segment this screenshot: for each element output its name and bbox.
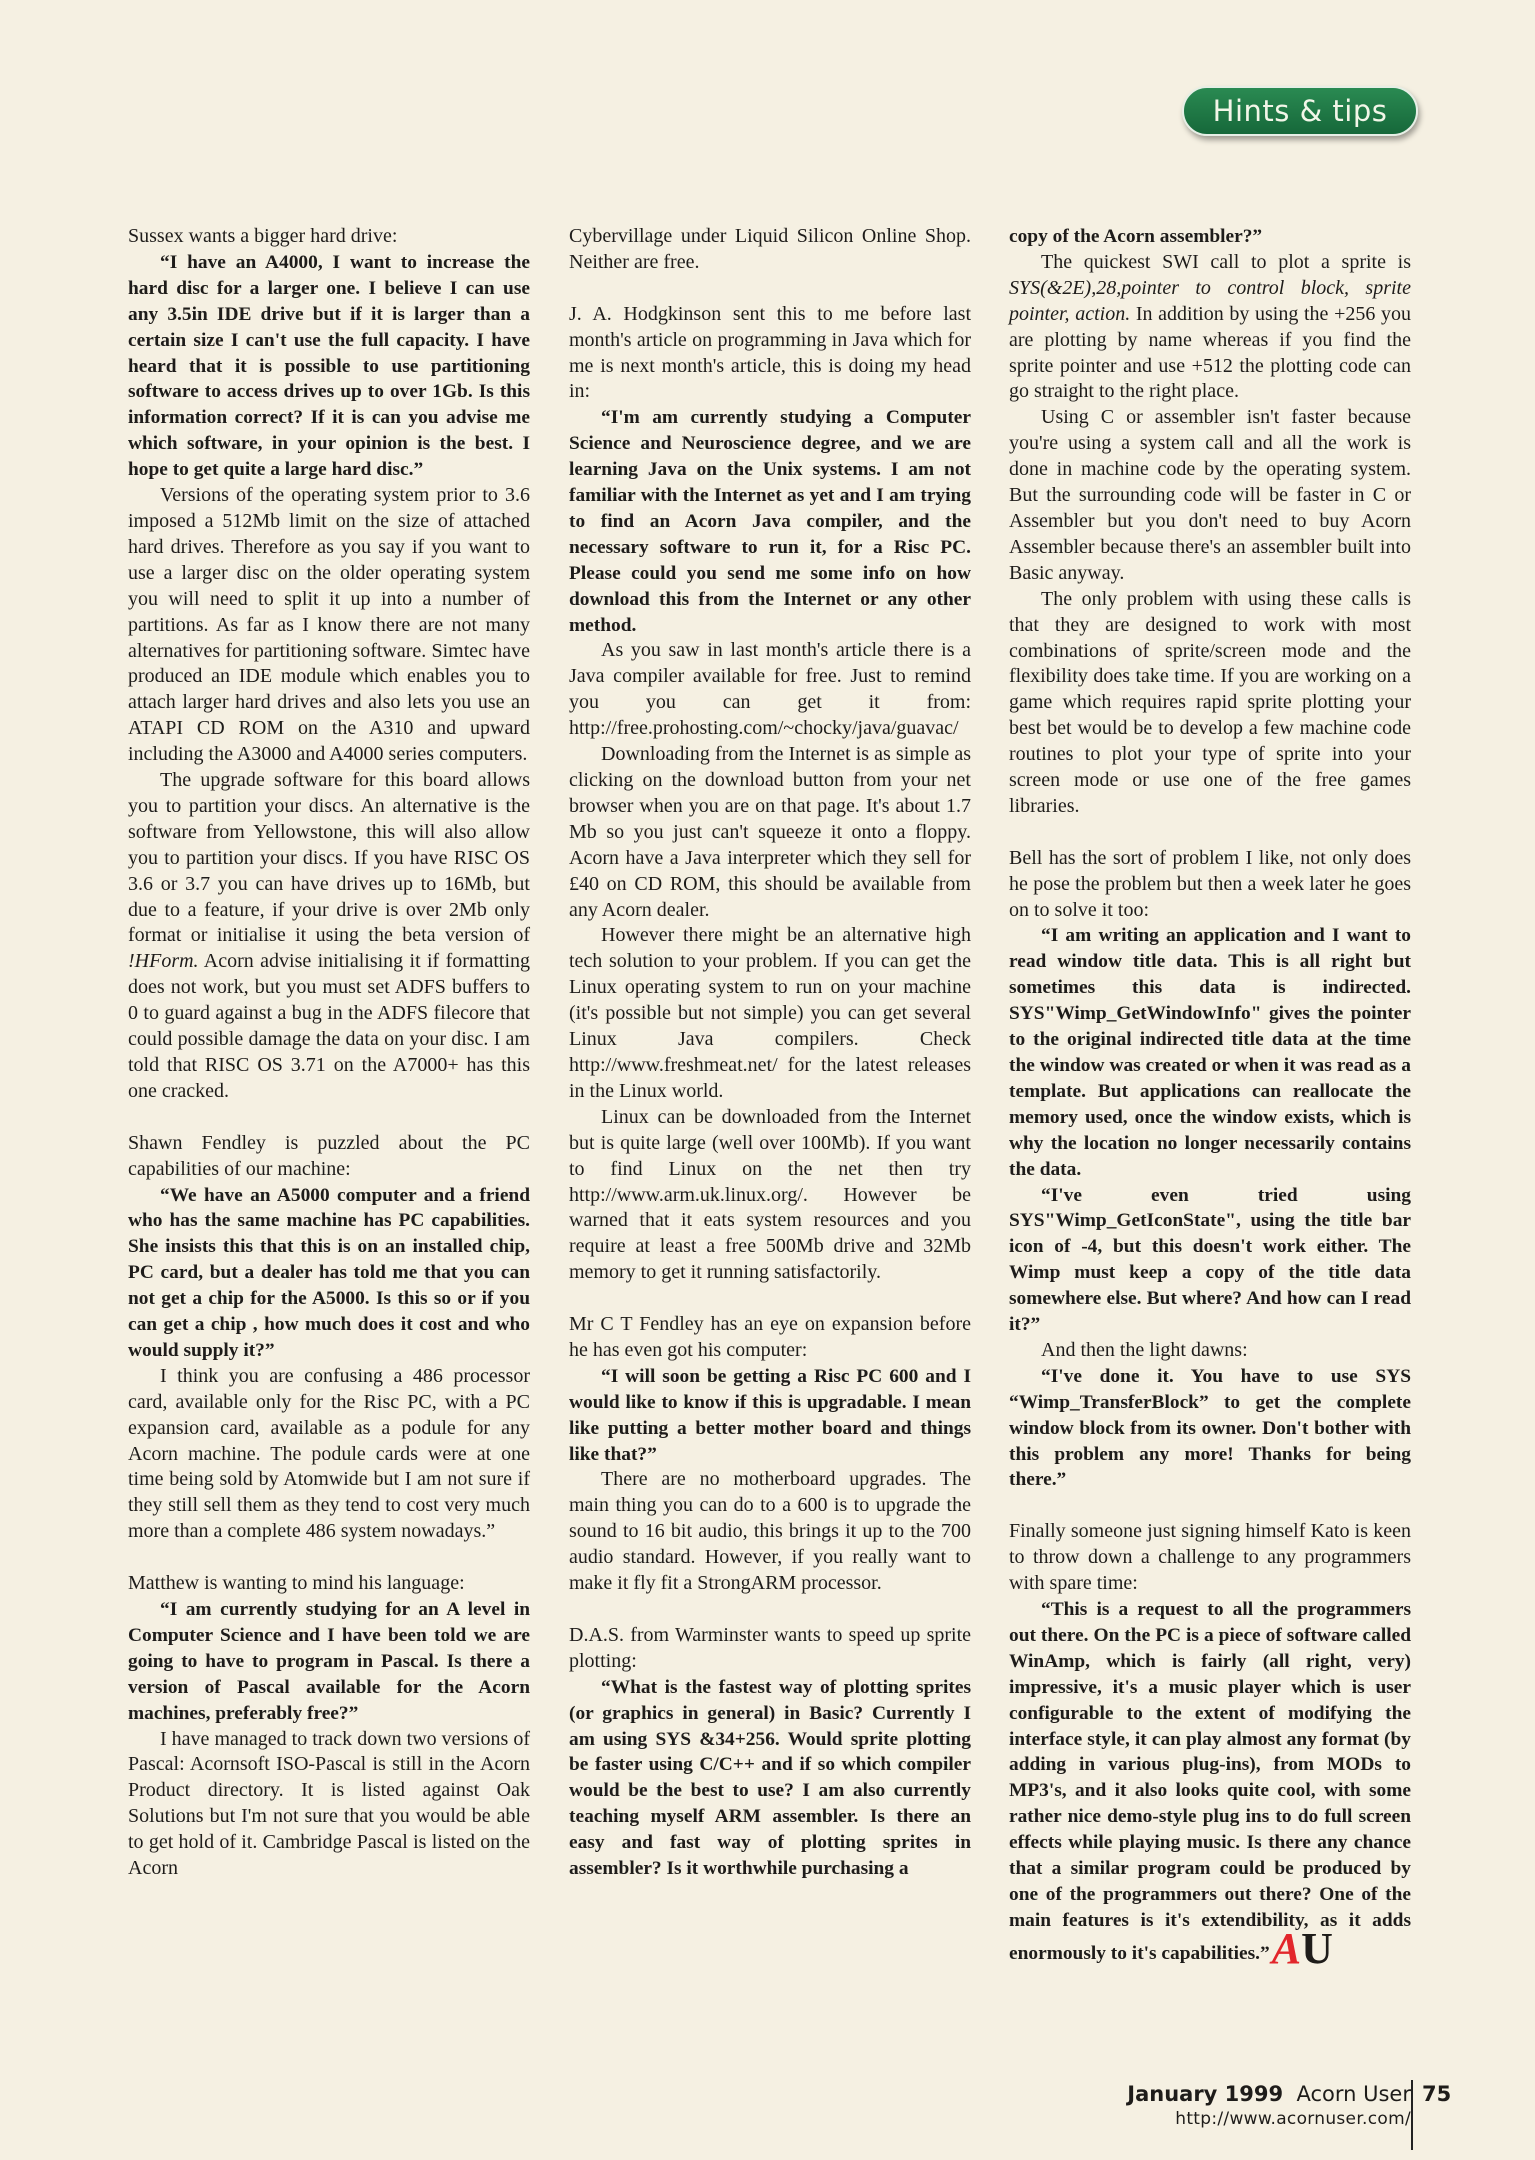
- text-run: In addition by using the +256 you are plotting by name whereas if you find the sprite pointer and use +512 the plotting code can go straight to the right place.: [1009, 302, 1412, 403]
- reader-letter-quote: [1009, 1597, 1411, 1973]
- text-run: Using C or assembler isn't faster because you're using a system call and all the work is done in machine code by the operating system. But the surrounding code will be faster in C or Assembler but you don't need to buy Acorn Assembler because there's an assembler built into Basic anyway.: [1009, 406, 1411, 584]
- text-run: Matthew is wanting to mind his language:: [128, 1572, 465, 1595]
- text-run: “What is the fastest way of plotting sprites (or graphics in general) in Basic? Currently I am using SYS &34+256. Would sprite plotting be faster using C/C++ and if so which compiler would be the best to use? I am also currently teaching myself ARM assembler. Is there an easy and fast way of plotting sprites in assembler? Is it worthwhile purchasing a: [569, 1676, 971, 1880]
- text-run: I think you are confusing a 486 processor card, available only for the Risc PC, with a PC expansion card, available as a podule for any Acorn machine. The podule cards were at one time being sold by Atomwide but I am not sure if they still sell them as they tend to cost very much more than a complete 486 system nowadays.”: [128, 1364, 530, 1543]
- reader-letter-quote: [1009, 1364, 1411, 1494]
- section-badge: [1182, 86, 1418, 136]
- letter-intro: [1009, 846, 1411, 924]
- answer-paragraph: [569, 638, 971, 742]
- text-run: Shawn Fendley is puzzled about the PC capabilities of our machine:: [128, 1131, 530, 1180]
- text-run: Acorn advise initialising it if formatting does not work, but you must set ADFS buffers to 0 to guard against a bug in the ADFS filecore that could possible damage the data on your disc. I am told that RISC OS 3.71 on the A7000+ has this one cracked.: [128, 950, 530, 1102]
- letter-intro: [1009, 1519, 1411, 1597]
- answer-paragraph: [569, 224, 971, 276]
- text-run: SYS(&2E),28,pointer to control block, sprite pointer, action.: [1009, 276, 1411, 325]
- answer-paragraph: [128, 1364, 530, 1545]
- letter-intro: [569, 302, 971, 406]
- text-run: However there might be an alternative high tech solution to your problem. If you can get the Linux operating system to run on your machine (it's possible but not simple) you can get several Linux Java compilers. Check http://www.freshmeat.net/ for the latest releases in the Linux world.: [569, 924, 971, 1102]
- text-run: “I will soon be getting a Risc PC 600 and I would like to know if this is upgradable. I mean like putting a better mother board and things like that?”: [569, 1365, 971, 1465]
- text-run: Linux can be downloaded from the Internet but is quite large (well over 100Mb). If you want to find Linux on the net then try http://www.arm.uk.linux.org/. However be warned that it eats system resources and you require at least a free 500Mb drive and 32Mb memory to get it running satisfactorily.: [569, 1105, 971, 1284]
- page-number: 75: [1422, 2082, 1452, 2106]
- article-column-2: [569, 224, 971, 1882]
- page-footer: [1127, 2082, 1411, 2129]
- text-run: And then the light dawns:: [1041, 1338, 1248, 1361]
- acorn-user-end-logo: [1272, 1924, 1333, 1973]
- logo-letter-a: A: [1271, 1923, 1302, 1973]
- logo-letter-u: U: [1301, 1923, 1333, 1973]
- reader-letter-quote: [128, 250, 530, 483]
- reader-letter-quote: [128, 1597, 530, 1727]
- answer-paragraph: [569, 742, 971, 923]
- footer-divider: [1411, 2080, 1413, 2150]
- section-badge-label: Hints & tips: [1212, 94, 1388, 128]
- letter-intro: [569, 1623, 971, 1675]
- text-run: !HForm.: [128, 950, 199, 973]
- reader-letter-quote: [569, 1675, 971, 1882]
- text-run: I have managed to track down two versions of Pascal: Acornsoft ISO-Pascal is still in the Acorn Product directory. It is listed against Oak Solutions but I'm not sure that you would be able to get hold of it. Cambridge Pascal is listed on the Acorn: [128, 1727, 530, 1880]
- reader-letter-quote: [1009, 923, 1411, 1182]
- text-run: “I've even tried using SYS"Wimp_GetIconState", using the title bar icon of -4, but this doesn't work either. The Wimp must keep a copy of the title data somewhere else. But where? And how can I read it?”: [1009, 1184, 1411, 1336]
- text-run: “I have an A4000, I want to increase the hard disc for a larger one. I believe I can use any 3.5in IDE drive but if it is larger than a certain size I can't use the full capacity. I have heard that it is possible to use partitioning software to access drives up to over 1Gb. Is this information correct? If it is can you advise me which software, in your opinion is the best. I hope to get quite a large hard disc.”: [128, 251, 530, 481]
- reader-letter-quote: [1009, 224, 1411, 250]
- answer-paragraph: [128, 768, 530, 1105]
- answer-paragraph: [569, 1105, 971, 1286]
- reader-letter-quote: [1009, 1183, 1411, 1338]
- letter-intro: [128, 1131, 530, 1183]
- text-run: copy of the Acorn assembler?”: [1009, 226, 1263, 247]
- answer-paragraph: [569, 1467, 971, 1597]
- text-run: “I am writing an application and I want to read window title data. This is all right but sometimes this data is indirected. SYS"Wimp_GetWindowInfo" gives the pointer to the original indirected title data at the time the window was created or when it was read as a template. But applications can reallocate the memory used, once the window exists, which is why the location no longer necessarily contains the data.: [1009, 925, 1411, 1180]
- reader-letter-quote: [128, 1183, 530, 1364]
- text-run: “I've done it. You have to use SYS “Wimp_TransferBlock” to get the complete window block from its owner. Don't bother with this problem any more! Thanks for being there.”: [1009, 1365, 1411, 1491]
- text-run: “We have an A5000 computer and a friend who has the same machine has PC capabilities. She insists this that this is on an installed chip, PC card, but a dealer has told me that you can not get a chip for the A5000. Is this so or if you can get a chip , how much does it cost and who would supply it?”: [128, 1184, 530, 1361]
- reader-letter-quote: [569, 1364, 971, 1468]
- answer-paragraph: [128, 483, 530, 768]
- text-run: The upgrade software for this board allows you to partition your discs. An alternative is the software from Yellowstone, this will also allow you to partition your discs. If you have RISC OS 3.6 or 3.7 you can have drives up to 16Mb, but due to a feature, if your drive is over 2Mb only format or initialise it using the beta version of: [128, 769, 530, 947]
- text-run: Mr C T Fendley has an eye on expansion before he has even got his computer:: [569, 1313, 971, 1361]
- magazine-name: Acorn User: [1296, 2082, 1411, 2106]
- text-run: J. A. Hodgkinson sent this to me before last month's article on programming in Java which for me is next month's article, this is doing my head in:: [569, 302, 971, 403]
- text-run: “I'm am currently studying a Computer Science and Neuroscience degree, and we are learning Java on the Unix systems. I am not familiar with the Internet as yet and I am trying to find an Acorn Java compiler, and the necessary software to run it, for a Risc PC. Please could you send me some info on how download this from the Internet or any other method.: [569, 407, 971, 636]
- answer-paragraph: [1009, 405, 1411, 586]
- letter-intro: [128, 1571, 530, 1597]
- answer-paragraph: [128, 1727, 530, 1882]
- letter-intro: [128, 224, 530, 250]
- answer-paragraph: [1009, 1338, 1411, 1364]
- text-run: As you saw in last month's article there is a Java compiler available for free. Just to remind you you can get it from: http://free.prohosting.com/~chocky/java/guavac/: [569, 639, 971, 740]
- text-run: There are no motherboard upgrades. The main thing you can do to a 600 is to upgrade the sound to 16 bit audio, this brings it up to the 700 audio standard. However, if you really want to make it fly fit a StrongARM processor.: [569, 1468, 971, 1595]
- article-column-3: [1009, 224, 1412, 1973]
- issue-date: January 1999: [1127, 2082, 1284, 2106]
- answer-paragraph: [1009, 587, 1411, 820]
- text-run: “I am currently studying for an A level in Computer Science and I have been told we are going to have to program in Pascal. Is there a version of Pascal available for the Acorn machines, preferably free?”: [128, 1599, 530, 1724]
- text-run: Sussex wants a bigger hard drive:: [128, 225, 398, 247]
- text-run: D.A.S. from Warminster wants to speed up sprite plotting:: [569, 1623, 971, 1672]
- reader-letter-quote: [569, 405, 971, 638]
- magazine-url[interactable]: http://www.acornuser.com/: [1175, 2109, 1411, 2129]
- text-run: The only problem with using these calls is that they are designed to work with most combinations of sprite/screen mode and the flexibility does take time. If you are working on a game which requires rapid sprite plotting your best bet would be to develop a few machine code routines to plot your type of sprite into your screen mode or use one of the free games libraries.: [1009, 587, 1411, 817]
- text-run: Finally someone just signing himself Kato is keen to throw down a challenge to any programmers with spare time:: [1009, 1520, 1411, 1595]
- text-run: “This is a request to all the programmers out there. On the PC is a piece of software called WinAmp, which is fairly (all right, very) impressive, it's a music player which is user configurable to the extent of modifying the interface style, it can play almost any format (by adding in various plug-ins), from MODs to MP3's, and it also looks quite cool, with some rather nice demo-style plug ins to do full screen effects while playing music. Is there any chance that a similar program could be produced by one of the programmers out there? One of the main features is it's extendibility, as it adds enormously to it's capabilities.”: [1009, 1599, 1411, 1964]
- answer-paragraph: [569, 923, 971, 1104]
- answer-paragraph: [1009, 250, 1411, 405]
- text-run: Versions of the operating system prior to 3.6 imposed a 512Mb limit on the size of attached hard drives. Therefore as you say if you want to use a larger disc on the older operating system you will need to split it up into a number of partitions. As far as I know there are not many alternatives for partitioning software. Simtec have produced an IDE module which enables you to attach larger hard drives and also lets you use an ATAPI CD ROM on the A310 and upward including the A3000 and A4000 series computers.: [128, 484, 530, 766]
- letter-intro: [569, 1312, 971, 1364]
- text-run: Downloading from the Internet is as simple as clicking on the download button from your net browser when you are on that page. It's about 1.7 Mb so you just can't squeeze it onto a floppy. Acorn have a Java interpreter which they sell for £40 on CD ROM, this should be available from any Acorn dealer.: [569, 743, 971, 921]
- text-run: The quickest SWI call to plot a sprite is: [1041, 250, 1411, 273]
- text-run: Bell has the sort of problem I like, not only does he pose the problem but then a week later he goes on to solve it too:: [1009, 846, 1411, 921]
- article-column-1: [128, 224, 530, 1882]
- text-run: Cybervillage under Liquid Silicon Online Shop. Neither are free.: [569, 225, 971, 273]
